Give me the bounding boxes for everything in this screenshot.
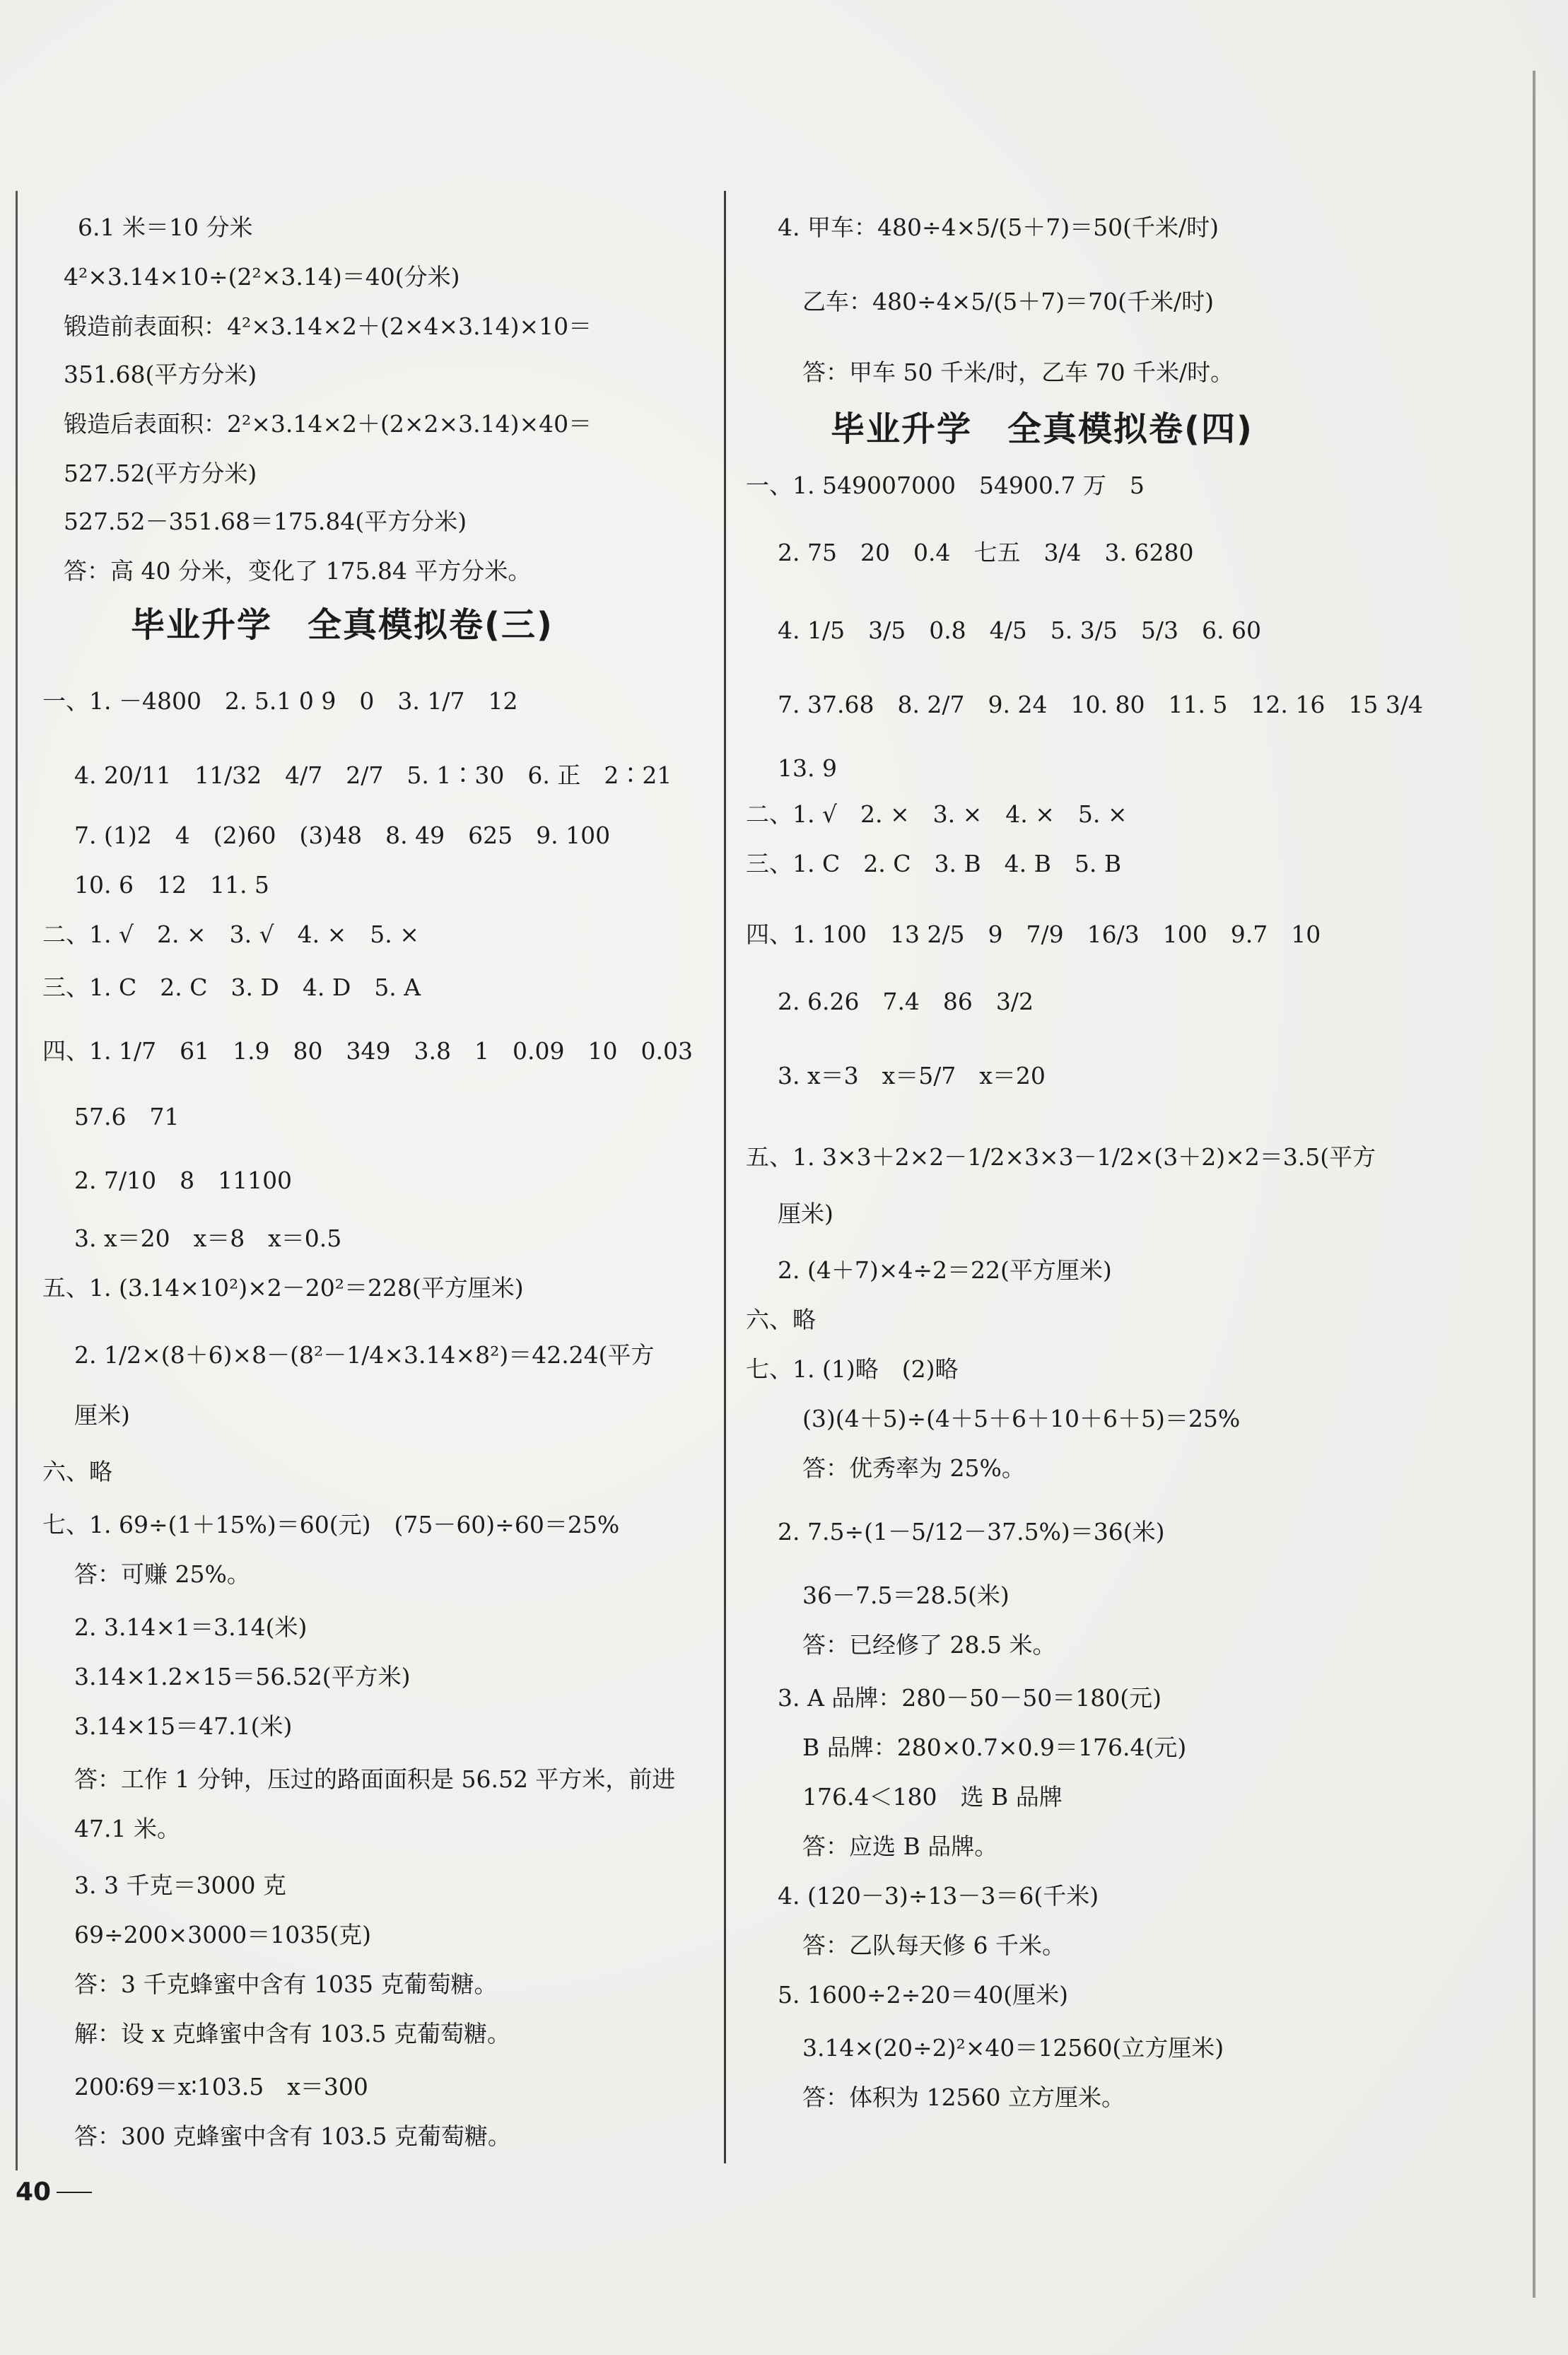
answer-left-line: 五、1. (3.14×10²)×2－20²＝228(平方厘米)	[42, 1274, 524, 1302]
answer-right-line: 一、1. 549007000 54900.7 万 5	[746, 472, 1145, 499]
answer-left-line: 答：可赚 25%。	[74, 1560, 250, 1588]
answer-right-line: 176.4＜180 选 B 品牌	[802, 1783, 1063, 1811]
section-title-4: 毕业升学 全真模拟卷(四)	[831, 409, 1253, 449]
answer-right-line: 5. 1600÷2÷20＝40(厘米)	[778, 1981, 1068, 2009]
answer-right-line: 13. 9	[778, 754, 837, 782]
answer-left-line: 厘米)	[74, 1401, 130, 1429]
answer-left-line: 4²×3.14×10÷(2²×3.14)＝40(分米)	[64, 263, 460, 291]
answer-right-line: B 品牌：280×0.7×0.9＝176.4(元)	[802, 1734, 1187, 1761]
answer-left-line: 锻造后表面积：2²×3.14×2＋(2×2×3.14)×40＝	[64, 410, 592, 438]
answer-left-line: 锻造前表面积：4²×3.14×2＋(2×4×3.14)×10＝	[64, 312, 592, 340]
footer-dash	[57, 2192, 92, 2193]
answer-right-line: 3.14×(20÷2)²×40＝12560(立方厘米)	[802, 2034, 1224, 2062]
answer-right-line: 4. 甲车：480÷4×5/(5＋7)＝50(千米/时)	[778, 214, 1219, 241]
answer-right-line: 2. (4＋7)×4÷2＝22(平方厘米)	[778, 1256, 1112, 1284]
answer-left-line: 4. 20/11 11/32 4/7 2/7 5. 1∶30 6. 正 2∶21	[74, 761, 672, 789]
answer-left-line: 3. 3 千克＝3000 克	[74, 1871, 286, 1899]
page-number: 40	[16, 2178, 52, 2207]
answer-right-line: 厘米)	[778, 1200, 833, 1227]
answer-left-line: 3.14×1.2×15＝56.52(平方米)	[74, 1663, 411, 1690]
answer-left-line: 57.6 71	[74, 1103, 180, 1130]
answer-left-line: 二、1. √ 2. × 3. √ 4. × 5. ×	[42, 921, 419, 948]
answer-right-line: 2. 7.5÷(1－5/12－37.5%)＝36(米)	[778, 1518, 1165, 1545]
answer-left-line: 2. 1/2×(8＋6)×8－(8²－1/4×3.14×8²)＝42.24(平方	[74, 1341, 655, 1369]
answer-left-line: 200∶69＝x∶103.5 x＝300	[74, 2073, 368, 2100]
answer-right-line: 2. 6.26 7.4 86 3/2	[778, 988, 1034, 1015]
answer-left-line: 3.14×15＝47.1(米)	[74, 1712, 293, 1740]
answer-left-line: 答：300 克蜂蜜中含有 103.5 克葡萄糖。	[74, 2122, 511, 2150]
answer-right-line: 答：应选 B 品牌。	[802, 1833, 998, 1860]
answer-right-line: 7. 37.68 8. 2/7 9. 24 10. 80 11. 5 12. 16 15 3/4	[778, 691, 1423, 718]
answer-left-line: 三、1. C 2. C 3. D 4. D 5. A	[42, 974, 421, 1001]
answer-right-line: 三、1. C 2. C 3. B 4. B 5. B	[746, 850, 1122, 877]
answer-right-line: 3. x＝3 x＝5/7 x＝20	[778, 1062, 1046, 1089]
answer-right-line: 36－7.5＝28.5(米)	[802, 1582, 1010, 1609]
answer-left-line: 2. 7/10 8 11100	[74, 1167, 293, 1194]
answer-left-line: 47.1 米。	[74, 1815, 180, 1842]
answer-left-line: 答：3 千克蜂蜜中含有 1035 克葡萄糖。	[74, 1970, 498, 1998]
answer-right-line: (3)(4＋5)÷(4＋5＋6＋10＋6＋5)＝25%	[802, 1405, 1241, 1432]
section-title-3: 毕业升学 全真模拟卷(三)	[131, 605, 554, 645]
answer-right-line: 乙车：480÷4×5/(5＋7)＝70(千米/时)	[802, 288, 1214, 315]
answer-right-line: 3. A 品牌：280－50－50＝180(元)	[778, 1684, 1162, 1712]
answer-right-line: 4. (120－3)÷13－3＝6(千米)	[778, 1882, 1099, 1910]
right-edge-rule	[1533, 71, 1535, 2298]
answer-right-line: 七、1. (1)略 (2)略	[746, 1355, 959, 1383]
answer-left-line: 527.52(平方分米)	[64, 460, 257, 487]
answer-left-line: 一、1. －4800 2. 5.1 0̇ 9̇ 0 3. 1/7 12	[42, 687, 518, 715]
answer-left-line: 527.52－351.68＝175.84(平方分米)	[64, 508, 467, 535]
answer-right-line: 六、略	[746, 1306, 816, 1333]
answer-left-line: 解：设 x 克蜂蜜中含有 103.5 克葡萄糖。	[74, 2020, 511, 2047]
answer-left-line: 351.68(平方分米)	[64, 361, 257, 388]
answer-left-line: 四、1. 1/7 61 1.9 80 349 3.8 1 0.09 10 0.03	[42, 1037, 693, 1065]
answer-left-line: 答：工作 1 分钟，压过的路面面积是 56.52 平方米，前进	[74, 1765, 676, 1793]
answer-right-line: 答：已经修了 28.5 米。	[802, 1631, 1056, 1659]
answer-right-line: 4. 1/5 3/5 0.8 4/5 5. 3/5 5/3 6. 60	[778, 616, 1261, 644]
answer-right-line: 答：甲车 50 千米/时，乙车 70 千米/时。	[802, 358, 1234, 386]
answer-left-line: 6.1 米＝10 分米	[78, 214, 253, 241]
answer-right-line: 答：乙队每天修 6 千米。	[802, 1932, 1065, 1959]
answer-right-line: 2. 75 20 0.4 七五 3/4 3. 6280	[778, 539, 1194, 566]
answer-left-line: 答：高 40 分米，变化了 175.84 平方分米。	[64, 557, 532, 585]
answer-left-line: 3. x＝20 x＝8 x＝0.5	[74, 1225, 342, 1252]
answer-left-line: 7. (1)2 4 (2)60 (3)48 8. 49 625 9. 100	[74, 822, 611, 849]
column-divider	[724, 191, 726, 2163]
answer-left-line: 七、1. 69÷(1＋15%)＝60(元) (75－60)÷60＝25%	[42, 1511, 620, 1538]
answer-right-line: 答：优秀率为 25%。	[802, 1454, 1025, 1482]
answer-left-line: 10. 6 12 11. 5	[74, 871, 269, 899]
answer-right-line: 四、1. 100 13 2/5 9 7/9 16/3 100 9.7 10	[746, 921, 1321, 948]
answer-left-line: 2. 3.14×1＝3.14(米)	[74, 1613, 308, 1641]
answer-right-line: 二、1. √ 2. × 3. × 4. × 5. ×	[746, 800, 1128, 828]
answer-left-line: 69÷200×3000＝1035(克)	[74, 1921, 371, 1948]
answer-right-line: 答：体积为 12560 立方厘米。	[802, 2084, 1125, 2111]
answer-left-line: 六、略	[42, 1458, 112, 1485]
left-margin-rule	[16, 191, 18, 2170]
answer-right-line: 五、1. 3×3＋2×2－1/2×3×3－1/2×(3＋2)×2＝3.5(平方	[746, 1143, 1376, 1171]
